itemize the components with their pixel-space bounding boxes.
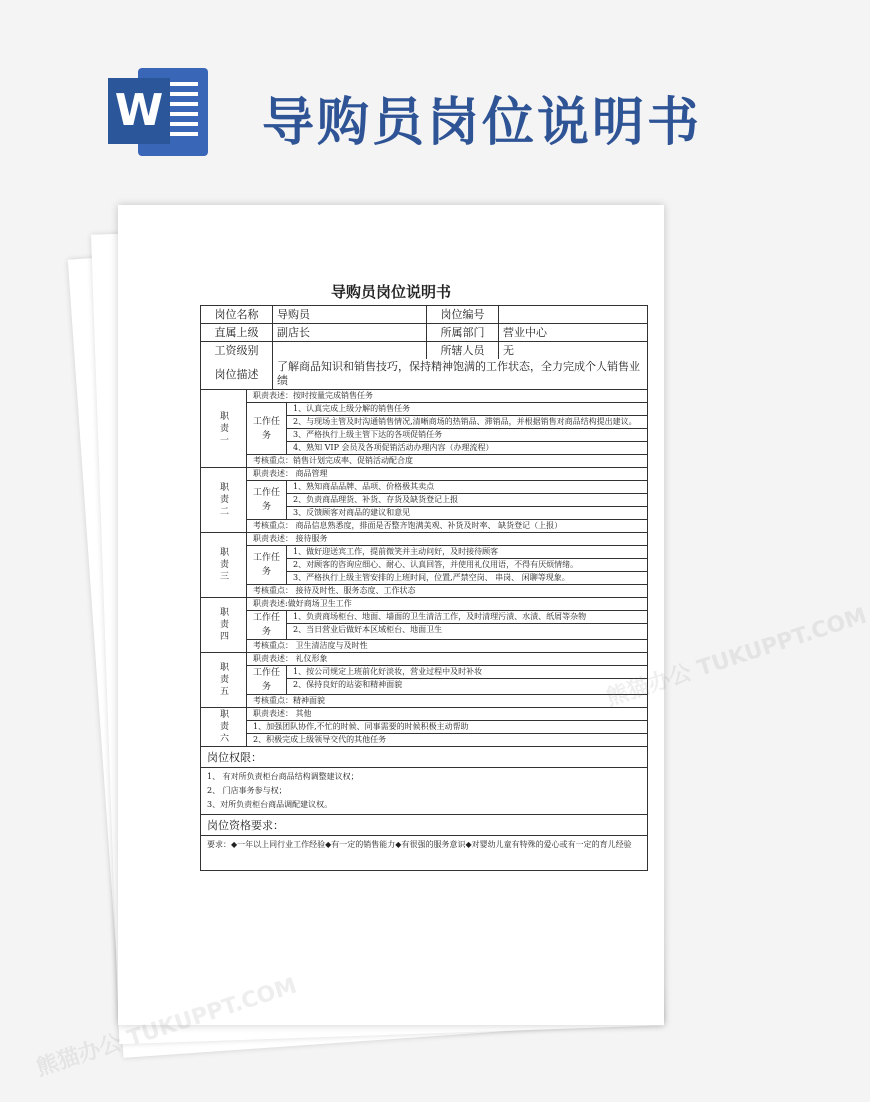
duty-label: 职责四 — [201, 598, 247, 652]
assessment-line: 考核重点：精神面貌 — [253, 696, 325, 705]
task-item: 3、严格执行上级主管下达的各项促销任务 — [287, 429, 647, 442]
info-value: 营业中心 — [503, 326, 547, 339]
info-row — [201, 324, 647, 342]
task-label: 工作任务 — [247, 666, 287, 694]
qualification-text: 要求：◆一年以上同行业工作经验◆有一定的销售能力◆有很强的服务意识◆对婴幼儿童有特殊的爱心或有一定的育儿经验 — [207, 840, 632, 849]
duty-block — [201, 390, 647, 468]
description-text: 了解商品知识和销售技巧，保持精神饱满的工作状态，全力完成个人销售业绩 — [277, 360, 640, 387]
task-item: 2、与现场主管及时沟通销售情况,清晰商场的热销品、滞销品，并根据销售对商品结构提出建议。 — [287, 416, 647, 429]
task-item: 1、加强团队协作,不忙的时候、同事需要的时候积极主动帮助 — [247, 721, 647, 734]
duty-statement: 职责表述： 商品管理 — [247, 468, 647, 481]
authority-item: 1、 有对所负责柜台商品结构调整建议权； — [207, 772, 359, 781]
duty-label: 职责五 — [201, 653, 247, 707]
task-item: 3、反馈顾客对商品的建议和意见 — [293, 508, 411, 517]
watermark: 熊猫办公 — [33, 1030, 125, 1082]
info-label: 工资级别 — [201, 342, 273, 359]
task-item: 2、对顾客的咨询应细心、耐心、认真回答，并使用礼仪用语，不得有厌烦情绪。 — [287, 559, 647, 572]
info-label: 直属上级 — [201, 324, 273, 341]
authority-list — [201, 768, 647, 814]
task-item: 2、保持良好的站姿和精神面貌 — [293, 680, 403, 689]
authority-item: 3、对所负责柜台商品调配建议权。 — [207, 800, 333, 809]
duty-block — [201, 708, 647, 747]
task-item: 3、严格执行上级主管安排的上班时间，位置,严禁空岗、 串岗、 闲聊等现象。 — [293, 573, 570, 582]
task-item: 2、负责商品理货、补货、存货及缺货登记上报 — [287, 494, 647, 507]
duty-block — [201, 598, 647, 653]
assessment-line: 考核重点： 卫生清洁度与及时性 — [253, 641, 368, 650]
info-label: 所辖人员 — [427, 342, 499, 359]
duty-label: 职责二 — [201, 468, 247, 532]
task-item: 1、负责商场柜台、地面、墙面的卫生清洁工作，及时清理污渍、水渍、纸屑等杂物 — [287, 611, 647, 624]
document-sheet — [118, 205, 664, 1025]
task-item: 1、按公司规定上班前化好淡妆，营业过程中及时补妆 — [287, 666, 647, 679]
duty-statement: 职责表述： 接待服务 — [247, 533, 647, 546]
qualification-title: 岗位资格要求： — [201, 815, 647, 836]
info-value: 导购员 — [273, 306, 427, 323]
task-label: 工作任务 — [247, 481, 287, 519]
document-title: 导购员岗位说明书 — [330, 283, 451, 301]
page-header — [0, 0, 780, 200]
description-label: 岗位描述 — [201, 359, 273, 389]
assessment-line: 考核重点：销售计划完成率、促销活动配合度 — [253, 456, 413, 465]
assessment-line: 考核重点： 接待及时性、服务态度、工作状态 — [253, 586, 416, 595]
word-letter: W — [108, 78, 170, 144]
task-label: 工作任务 — [247, 611, 287, 639]
duty-block — [201, 653, 647, 708]
description-row — [201, 359, 647, 390]
assessment-line: 考核重点： 商品信息熟悉度，排面是否整齐饱满美观、补货及时率、 缺货登记（上报） — [253, 521, 563, 530]
duty-statement: 职责表述:做好商场卫生工作 — [247, 598, 647, 611]
task-item: 1、熟知商品品牌、品项、价格极其卖点 — [287, 481, 647, 494]
info-row — [201, 306, 647, 324]
info-value — [499, 306, 647, 323]
authority-title: 岗位权限： — [201, 747, 647, 768]
duty-statement: 职责表述： 其他 — [247, 708, 647, 721]
watermark: 熊猫办公 TUKUPPT.COM — [603, 603, 870, 712]
task-item: 2、积极完成上级领导交代的其他任务 — [253, 735, 387, 744]
duty-statement: 职责表述：按时按量完成销售任务 — [247, 390, 647, 403]
task-group — [247, 611, 647, 640]
duty-label: 职责一 — [201, 390, 247, 467]
qualification-section — [201, 815, 647, 870]
info-value: 副店长 — [273, 324, 427, 341]
duty-block — [201, 533, 647, 598]
task-item: 1、做好迎送宾工作，提前微笑并主动问好，及时接待顾客 — [287, 546, 647, 559]
duty-label: 职责六 — [201, 708, 247, 746]
info-label: 岗位名称 — [201, 306, 273, 323]
task-group — [247, 546, 647, 585]
task-item: 1、认真完成上级分解的销售任务 — [287, 403, 647, 416]
task-item: 4、熟知 VIP 会员及各项促销活动办理内容（办理流程） — [293, 443, 494, 452]
task-item: 2、当日营业后做好本区域柜台、地面卫生 — [293, 625, 443, 634]
info-label: 岗位编号 — [427, 306, 499, 323]
task-group — [247, 666, 647, 695]
duty-label: 职责三 — [201, 533, 247, 597]
word-document-icon — [108, 68, 212, 156]
task-group — [247, 403, 647, 455]
task-group — [247, 481, 647, 520]
authority-item: 2、 门店事务参与权； — [207, 786, 287, 795]
info-label: 所属部门 — [427, 324, 499, 341]
authority-section — [201, 747, 647, 815]
info-value: 无 — [503, 344, 514, 357]
task-label: 工作任务 — [247, 403, 287, 454]
duty-block — [201, 468, 647, 533]
task-label: 工作任务 — [247, 546, 287, 584]
info-value — [273, 342, 427, 359]
job-description-table — [200, 305, 648, 871]
duty-statement: 职责表述： 礼仪形象 — [247, 653, 647, 666]
info-row — [201, 342, 647, 359]
page-title: 导购员岗位说明书 — [262, 93, 703, 153]
